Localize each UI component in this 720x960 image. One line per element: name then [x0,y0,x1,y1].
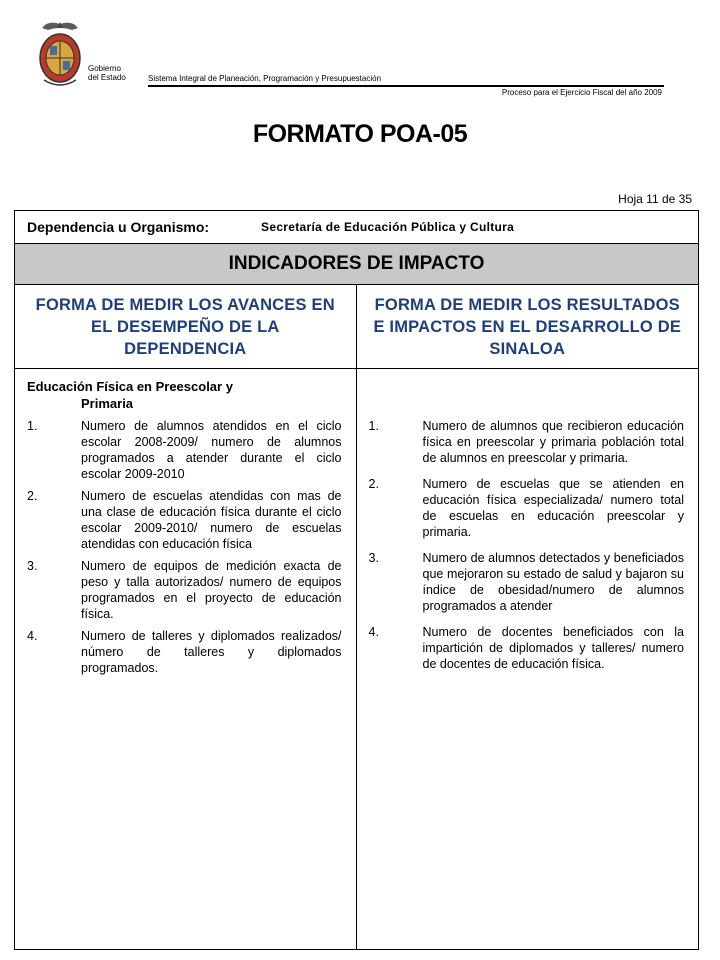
item-text: Numero de alumnos que recibieron educación física en preescolar y primaria población total de alumnos en preescolar y primaria. [422,419,684,465]
process-label: Proceso para el Ejercicio Fiscal del año 2009 [501,88,662,97]
item-text: Numero de alumnos detectados y beneficiados que mejoraron su estado de salud y bajaron su índice de obesidad/numero de alumnos programados a atender [422,551,684,613]
item-number: 2. [368,477,379,491]
dependencia-label: Dependencia u Organismo: [27,219,210,235]
gov-line-1: Gobierno [88,64,121,73]
item-text: Numero de equipos de medición exacta de peso y talla autorizados/ numero de equipos programados en el proyecto de educación física. [81,559,342,621]
list-item [369,418,685,466]
government-label [88,64,126,82]
system-title: Sistema Integral de Planeación, Programación y Presupuestación [148,74,382,83]
section-title: INDICADORES DE IMPACTO [15,244,698,285]
list-item [369,476,685,540]
table-body [15,368,698,949]
dependencia-row [15,211,698,244]
left-column-heading: FORMA DE MEDIR LOS AVANCES EN EL DESEMPEÑO DE LA DEPENDENCIA [15,285,357,368]
item-number: 3. [368,551,379,565]
program-subheading [27,378,342,412]
subheading-line-2: Primaria [81,396,134,411]
right-column-heading: FORMA DE MEDIR LOS RESULTADOS E IMPACTOS EN EL DESARROLLO DE SINALOA [373,295,682,358]
item-text: Numero de escuelas atendidas con mas de una clase de educación física durante el ciclo escolar 2009-2010/ numero de escuelas atendidas con educación física [81,489,342,551]
item-text: Numero de escuelas que se atienden en educación física especializada/ numero total de escuelas en educación preescolar y primaria. [422,477,684,539]
list-item [27,418,342,482]
list-item [369,624,685,672]
item-number: 3. [27,559,38,573]
item-text: Numero de talleres y diplomados realizados/ número de talleres y diplomados programados. [81,629,342,675]
page-title: FORMATO POA-05 [252,120,468,148]
subheading-line-1: Educación Física en Preescolar y [27,379,233,394]
item-number: 4. [27,629,38,643]
item-number: 1. [27,419,38,433]
header-divider [148,85,664,87]
state-coat-of-arms-logo [34,18,86,94]
gov-line-2: del Estado [88,73,126,82]
item-text: Numero de docentes beneficiados con la impartición de diplomados y talleres/ numero de docentes de educación física. [422,625,684,671]
right-column [357,368,699,949]
item-number: 2. [27,489,38,503]
indicators-table [14,210,699,950]
left-column [15,368,357,949]
list-item [369,550,685,614]
list-item [27,628,342,676]
item-number: 1. [368,419,379,433]
item-text: Numero de alumnos atendidos en el ciclo escolar 2008-2009/ numero de alumnos programados a atender durante el ciclo escolar 2009-2010 [81,419,342,481]
sheet-number: Hoja 11 de 35 [618,192,692,206]
column-headers [15,285,698,369]
list-item [27,488,342,552]
list-item [27,558,342,622]
item-number: 4. [368,625,379,639]
dependencia-value: Secretaría de Educación Pública y Cultura [261,220,515,234]
